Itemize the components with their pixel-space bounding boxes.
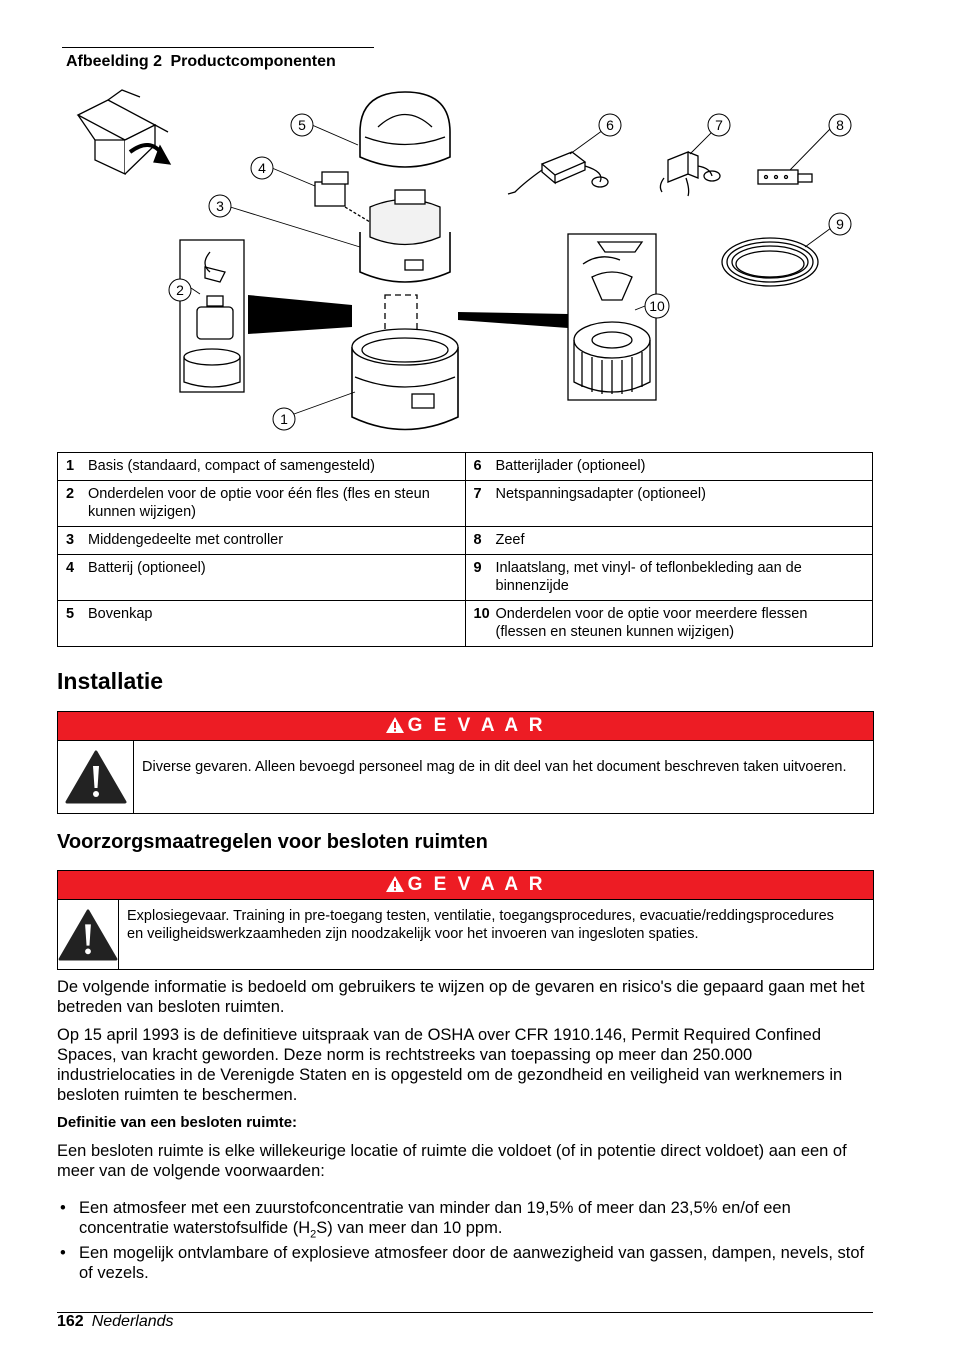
callout-3 (209, 195, 231, 217)
paragraph-osha: Op 15 april 1993 is de definitieve uitspraak van de OSHA over CFR 1910.146, Permit Required Confined Spaces, van kracht geworden. Deze norm is rechtstreeks van toepassing op meer dan 250.000 industrielocaties in de Verenigde Staten en is opgesteld om de gezondheid en veiligheid van werknemers in besloten ruimten te beschermen. (57, 1026, 843, 1104)
warning-triangle-icon (386, 876, 404, 892)
legend-number: 2 (66, 486, 75, 502)
legend-row (58, 555, 873, 601)
legend-row (58, 601, 873, 647)
svg-text:2: 2 (176, 282, 184, 298)
legend-text: Zeef (495, 532, 525, 548)
warning-triangle-icon (386, 717, 404, 733)
legend-cell (58, 601, 466, 647)
paragraph-intro: De volgende informatie is bedoeld om gebruikers te wijzen op de gevaren en risico's die gepaard gaan met het betreden van besloten ruimten. (57, 978, 865, 1016)
packaging-box-icon (78, 90, 170, 174)
danger-box-1 (57, 711, 874, 814)
battery-charger (508, 152, 608, 194)
legend-row (58, 453, 873, 481)
footer-rule (57, 1312, 873, 1313)
legend-cell (465, 601, 873, 647)
callout-6 (599, 114, 621, 136)
legend-text: Middengedeelte met controller (88, 532, 284, 548)
legend-number: 9 (473, 560, 482, 576)
legend-cell (465, 481, 873, 527)
danger-header (58, 712, 873, 741)
callout-5 (291, 114, 313, 136)
top-cap (360, 92, 450, 167)
callout-1 (273, 408, 295, 430)
legend-text: Bovenkap (88, 606, 153, 622)
multi-bottle-panel (568, 234, 656, 400)
legend-number: 7 (473, 486, 482, 502)
warning-symbol-cell (58, 741, 134, 813)
strainer (758, 170, 812, 184)
heading-besloten-ruimten: Voorzorgsmaatregelen voor besloten ruimten (57, 831, 488, 853)
legend-number: 6 (473, 458, 482, 474)
product-components-illustration (60, 82, 872, 442)
legend-cell (58, 555, 466, 601)
battery (315, 172, 370, 222)
ac-adapter (660, 152, 720, 196)
legend-cell (465, 555, 873, 601)
svg-text:8: 8 (836, 117, 844, 133)
legend-cell (58, 453, 466, 481)
svg-text:1: 1 (280, 411, 288, 427)
legend-cell (465, 453, 873, 481)
svg-text:3: 3 (216, 198, 224, 214)
middle-section (360, 190, 450, 282)
legend-number: 8 (473, 532, 482, 548)
svg-text:10: 10 (649, 298, 665, 314)
legend-number: 5 (66, 606, 75, 622)
page-footer (57, 1313, 174, 1331)
bullet-item-1: • Een atmosfeer met een zuurstofconcentratie van minder dan 19,5% of meer dan 23,5% en/of een concentratie waterstofsulfide $(H_2S)$ van meer dan 10 ppm. (60, 1199, 791, 1241)
danger-text-2: Explosiegevaar. Training in pre-toegang testen, ventilatie, toegangsprocedures, evacuatie/reddingsprocedures en veiligheidswerkzaamheden zijn noodzakelijk voor het invoeren van ingesloten spaties. (127, 908, 834, 942)
legend-row (58, 527, 873, 555)
footer-language: Nederlands (91, 1313, 174, 1330)
legend-text: Batterij (optioneel) (88, 560, 206, 576)
danger-box-2 (57, 870, 874, 970)
figure-title: Productcomponenten (170, 53, 336, 70)
callout-8 (829, 114, 851, 136)
legend-cell (465, 527, 873, 555)
callout-7 (708, 114, 730, 136)
legend-text: Batterijlader (optioneel) (495, 458, 646, 474)
single-bottle-panel (180, 240, 244, 392)
svg-text:4: 4 (258, 160, 266, 176)
svg-text:9: 9 (836, 216, 844, 232)
legend-text: Inlaatslang, met vinyl- of teflonbekleding aan de binnenzijde (495, 560, 802, 594)
bullet-dot: • (60, 1199, 66, 1217)
danger-label: G E V A A R (407, 874, 546, 895)
legend-text: Basis (standaard, compact of samengesteld) (88, 458, 375, 474)
legend-cell (58, 481, 466, 527)
danger-text-1: Diverse gevaren. Alleen bevoegd personeel mag de in dit deel van het document beschreven taken uitvoeren. (142, 759, 847, 775)
callout-4 (251, 157, 273, 179)
danger-label: G E V A A R (407, 715, 546, 736)
danger-header (58, 871, 873, 900)
callout-10 (645, 294, 669, 318)
warning-triangle-icon (58, 909, 118, 961)
legend-row (58, 481, 873, 527)
legend-text: Netspanningsadapter (optioneel) (495, 486, 706, 502)
legend-number: 4 (66, 560, 75, 576)
bullet-dot: • (60, 1244, 66, 1262)
legend-number: 1 (66, 458, 75, 474)
callout-2 (169, 279, 191, 301)
legend-number: 10 (473, 606, 490, 622)
legend-text: Onderdelen voor de optie voor één fles (fles en steun kunnen wijzigen) (88, 486, 430, 520)
page-number: 162 (57, 1313, 84, 1330)
base (352, 295, 458, 430)
callout-9 (829, 213, 851, 235)
legend-number: 3 (66, 532, 75, 548)
legend-text: Onderdelen voor de optie voor meerdere flessen (flessen en steunen kunnen wijzigen) (495, 606, 808, 640)
figure-label: Afbeelding 2 (66, 53, 163, 70)
warning-symbol-cell (58, 900, 119, 969)
intake-tubing (722, 238, 818, 286)
legend-cell (58, 527, 466, 555)
legend-table (57, 452, 873, 647)
warning-triangle-icon (65, 750, 127, 804)
definition-heading: Definitie van een besloten ruimte: (57, 1114, 298, 1131)
heading-installatie: Installatie (57, 668, 164, 694)
svg-text:6: 6 (606, 117, 614, 133)
figure-caption (62, 47, 374, 71)
bullet-item-2: • Een mogelijk ontvlambare of explosieve atmosfeer door de aanwezigheid van gassen, dampen, nevels, stof of vezels. (60, 1244, 865, 1282)
svg-text:5: 5 (298, 117, 306, 133)
paragraph-definition: Een besloten ruimte is elke willekeurige locatie of ruimte die voldoet (of in potentie direct voldoet) aan een of meer van de volgende voorwaarden: (57, 1142, 847, 1180)
svg-text:7: 7 (715, 117, 723, 133)
